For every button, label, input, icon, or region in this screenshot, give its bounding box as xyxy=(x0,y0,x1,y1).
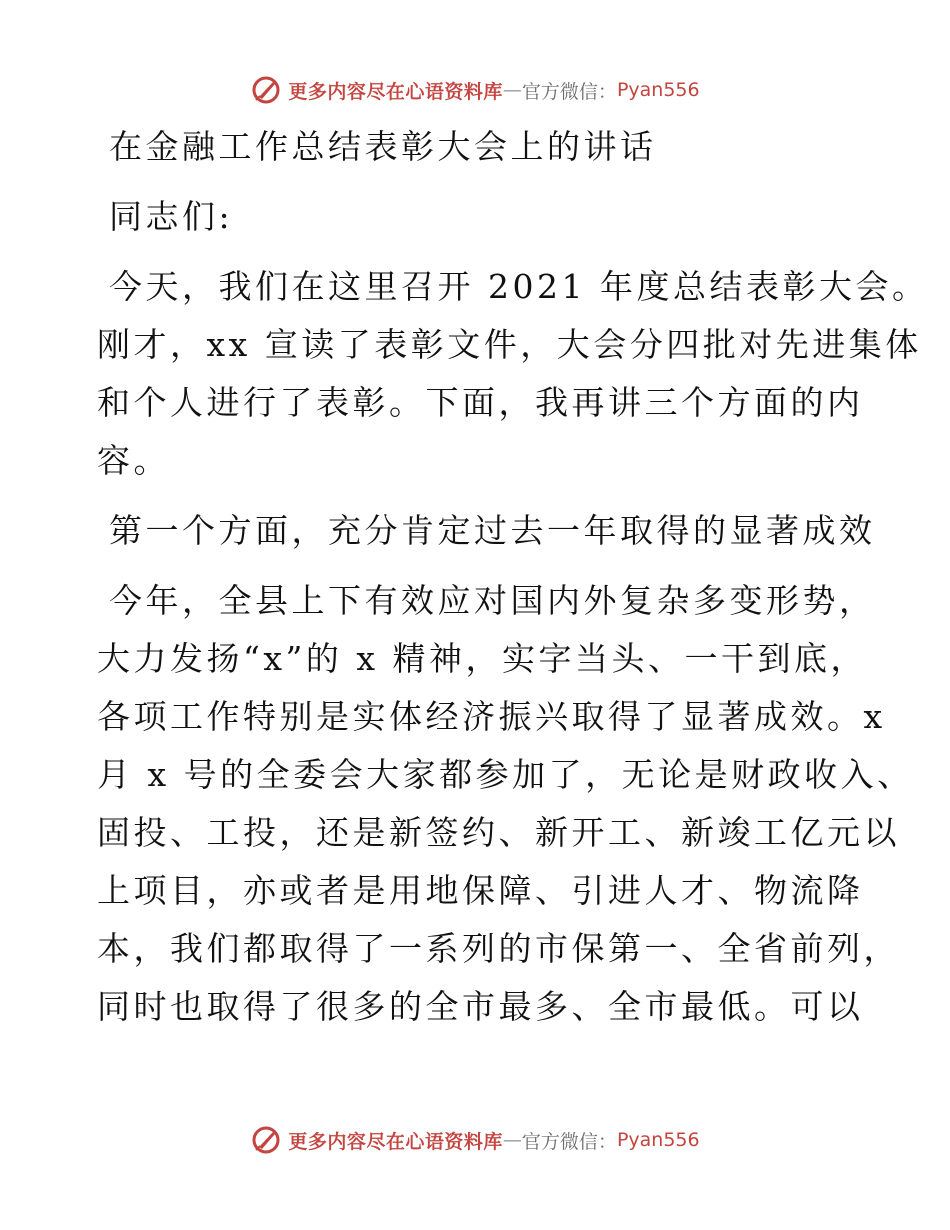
paragraph-line: 各项工作特别是实体经济振兴取得了显著成效。x xyxy=(97,697,886,736)
quill-logo-icon xyxy=(250,1124,282,1156)
watermark-separator: — xyxy=(502,1129,522,1151)
paragraph-line: 本，我们都取得了一系列的市保第一、全省前列， xyxy=(97,929,900,968)
watermark-site-text: 更多内容尽在心语资料库 xyxy=(288,80,503,103)
paragraph-line: 今天，我们在这里召开 2021 年度总结表彰大会。 xyxy=(109,267,929,306)
watermark-site-text: 更多内容尽在心语资料库 xyxy=(288,1130,503,1153)
paragraph-line: 和个人进行了表彰。下面，我再讲三个方面的内 xyxy=(97,383,864,422)
header-watermark xyxy=(0,70,950,110)
document-title: 在金融工作总结表彰大会上的讲话 xyxy=(109,127,657,166)
salutation: 同志们: xyxy=(109,197,234,236)
paragraph-line: 固投、工投，还是新签约、新开工、新竣工亿元以 xyxy=(97,813,900,852)
paragraph-achievements xyxy=(97,572,914,1036)
paragraph-line: 同时也取得了很多的全市最多、全市最低。可以 xyxy=(97,987,864,1026)
paragraph-line: 月 x 号的全委会大家都参加了，无论是财政收入、 xyxy=(97,755,914,794)
watermark-wechat-label: 官方微信： xyxy=(521,1130,617,1153)
paragraph-line: 大力发扬“x”的 x 精神，实字当头、一干到底， xyxy=(97,639,867,678)
watermark-separator: — xyxy=(502,79,522,101)
watermark-wechat-id: Pyan556 xyxy=(616,1129,700,1151)
section-heading: 第一个方面，充分肯定过去一年取得的显著成效 xyxy=(109,511,876,550)
watermark-wechat-id: Pyan556 xyxy=(616,79,700,101)
paragraph-opening xyxy=(97,258,929,490)
watermark-wechat-label: 官方微信： xyxy=(521,80,617,103)
document-body xyxy=(97,118,929,1036)
paragraph-line: 今年，全县上下有效应对国内外复杂多变形势， xyxy=(109,581,876,620)
paragraph-line: 上项目，亦或者是用地保障、引进人才、物流降 xyxy=(97,871,864,910)
paragraph-line: 容。 xyxy=(97,441,170,480)
paragraph-line: 刚才，xx 宣读了表彰文件，大会分四批对先进集体 xyxy=(97,325,922,364)
footer-watermark xyxy=(0,1120,950,1160)
quill-logo-icon xyxy=(250,74,282,106)
